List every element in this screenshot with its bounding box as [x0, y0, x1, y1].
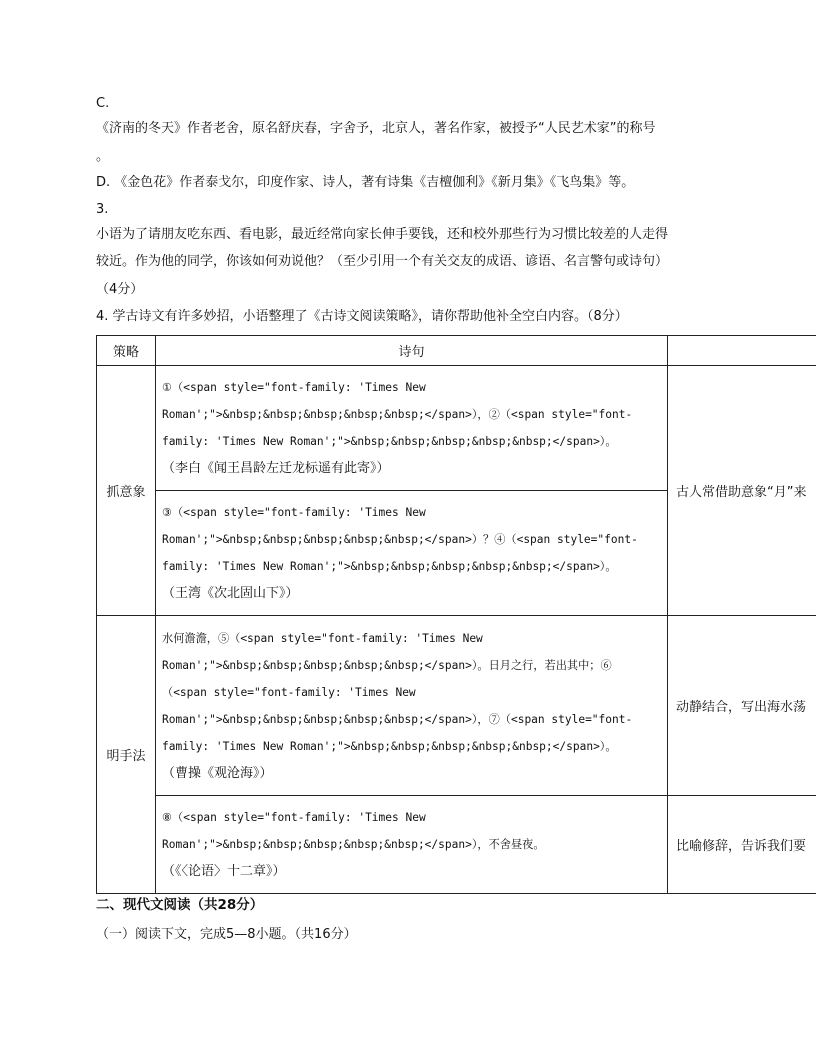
verse-line: Roman';">&nbsp;&nbsp;&nbsp;&nbsp;&nbsp;</span>），②（<span style="font-	[162, 408, 633, 421]
verse-line: ⑧（<span style="font-family: 'Times New	[162, 811, 426, 824]
section-2-subheading: （一）阅读下文，完成5—8小题。（共16分）	[96, 927, 357, 942]
option-c-label: C.	[96, 96, 110, 111]
table-header-row	[97, 336, 816, 366]
verse-source: （王湾《次北固山下》）	[162, 586, 299, 601]
verse-source: （曹操《观沧海》）	[162, 765, 273, 781]
strategy-cell-imagery: 抓意象	[97, 366, 156, 616]
table-row	[97, 796, 816, 894]
q3-number: 3.	[96, 202, 109, 217]
verse-line: Roman';">&nbsp;&nbsp;&nbsp;&nbsp;&nbsp;</span>）。日月之行，若出其中；⑥	[162, 658, 612, 672]
verse-source: （《〈论语〉十二章》）	[162, 864, 286, 879]
q3-line-1: 小语为了请朋友吃东西、看电影，最近经常向家长伸手要钱，还和校外那些行为习惯比较差的人走得	[96, 227, 669, 242]
verse-line: ①（<span style="font-family: 'Times New	[162, 381, 426, 394]
verse-cell-li-bai	[156, 366, 668, 491]
section-2-heading: 二、现代文阅读（共28分）	[96, 897, 264, 913]
description-cell-sea: 动静结合，写出海水荡	[668, 616, 816, 796]
verse-cell-wang-wan	[156, 491, 668, 616]
q3-line-2: 较近。作为他的同学，你该如何劝说他？（至少引用一个有关交友的成语、谚语、名言警句或诗句）	[96, 254, 669, 269]
header-notes	[668, 336, 816, 366]
strategy-table	[96, 335, 816, 894]
option-d-text: D. 《金色花》作者泰戈尔，印度作家、诗人，著有诗集《吉檀伽利》《新月集》《飞鸟集》等。	[96, 175, 635, 190]
verse-line: family: 'Times New Roman';">&nbsp;&nbsp;&nbsp;&nbsp;&nbsp;</span>）。	[162, 435, 617, 448]
q3-score: （4分）	[96, 282, 144, 297]
verse-line: Roman';">&nbsp;&nbsp;&nbsp;&nbsp;&nbsp;</span>）？④（<span style="font-	[162, 533, 638, 546]
description-cell-moon: 古人常借助意象“月”来	[668, 366, 816, 616]
option-c-text: 《济南的冬天》作者老舍，原名舒庆春，字舍予，北京人，著名作家，被授予“人民艺术家”的称号	[96, 121, 656, 136]
verse-line: Roman';">&nbsp;&nbsp;&nbsp;&nbsp;&nbsp;</span>），⑦（<span style="font-	[162, 712, 633, 726]
verse-line: 水何澹澹，⑤（<span style="font-family: 'Times New	[162, 631, 483, 645]
table-row	[97, 366, 816, 491]
verse-source: （李白《闻王昌龄左迁龙标遥有此寄》）	[162, 461, 390, 476]
header-verse: 诗句	[156, 336, 668, 366]
description-cell-metaphor: 比喻修辞，告诉我们要	[668, 796, 816, 894]
table-row	[97, 616, 816, 796]
header-strategy: 策略	[97, 336, 156, 366]
verse-line: （<span style="font-family: 'Times New	[162, 685, 416, 699]
verse-line: ③（<span style="font-family: 'Times New	[162, 506, 426, 519]
verse-line: Roman';">&nbsp;&nbsp;&nbsp;&nbsp;&nbsp;</span>），不舍昼夜。	[162, 838, 545, 851]
strategy-cell-technique: 明手法	[97, 616, 156, 894]
q4-text: 4. 学古诗文有许多妙招，小语整理了《古诗文阅读策略》，请你帮助他补全空白内容。（8分）	[96, 309, 628, 324]
verse-line: family: 'Times New Roman';">&nbsp;&nbsp;&nbsp;&nbsp;&nbsp;</span>）。	[162, 739, 617, 753]
verse-line: family: 'Times New Roman';">&nbsp;&nbsp;&nbsp;&nbsp;&nbsp;</span>）。	[162, 560, 617, 573]
verse-cell-cao-cao	[156, 616, 668, 796]
verse-cell-analects	[156, 796, 668, 894]
option-c-tail: 。	[96, 149, 110, 164]
